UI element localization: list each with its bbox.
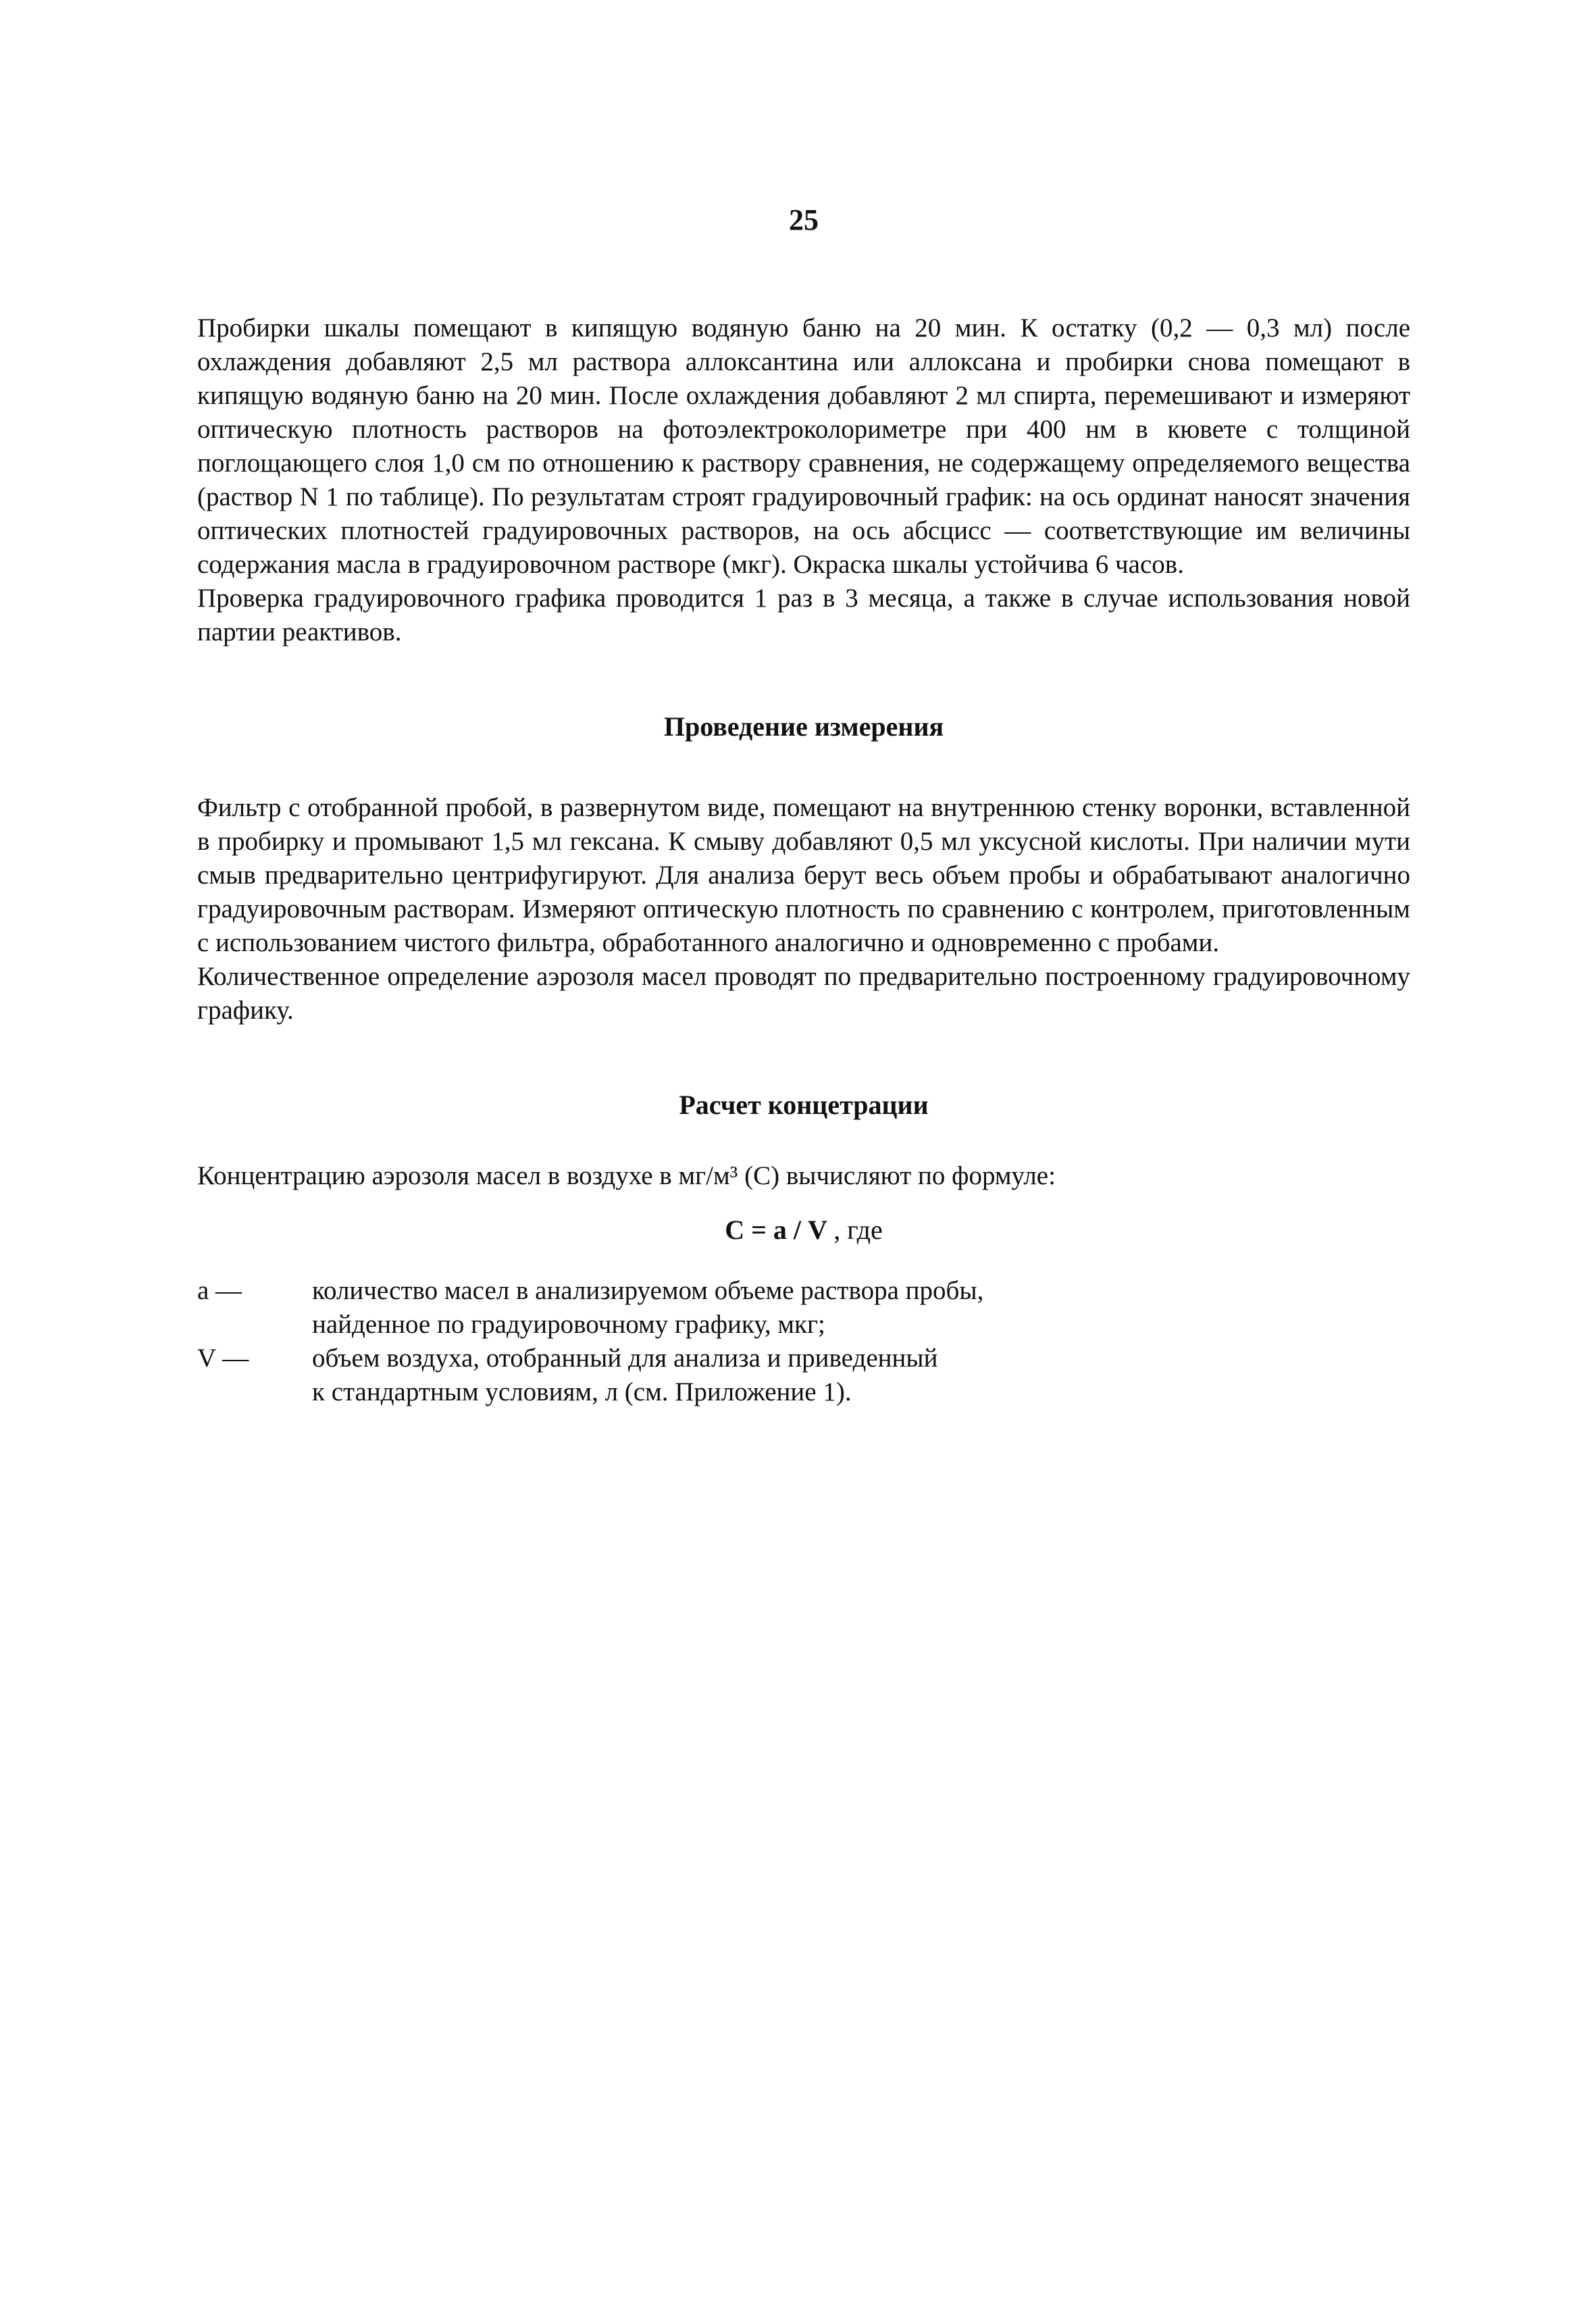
paragraph: Пробирки шкалы помещают в кипящую водяную баню на 20 мин. К остатку (0,2 — 0,3 мл) после охлаждения добавляют 2,5 мл раствора аллоксантина или аллоксана и пробирки снова помещают в кипящую водяную баню на 20 мин. После охлаждения добавляют 2 мл спирта, перемешивают и измеряют оптическую плотность растворов на фотоэлектроколориметре при 400 нм в кювете с толщиной поглощающего слоя 1,0 см по отношению к раствору сравнения, не содержащему определяемого вещества (раствор N 1 по таблице). По результатам строят градуировочный график: на ось ординат наносят значения оптических плотностей градуировочных растворов, на ось абсцисс — соответствующие им величины содержания масла в градуировочном растворе (мкг). Окраска шкалы устойчива 6 часов. [197, 313, 1410, 579]
formula-suffix: , где [833, 1215, 883, 1245]
definition-line: найденное по градуировочному графику, мкг; [312, 1310, 825, 1339]
formula-intro: Концентрацию аэрозоля масел в воздухе в мг/м³ (С) вычисляют по формуле: [197, 1161, 1056, 1190]
definitions-list [197, 1274, 1410, 1409]
definition-text [312, 1342, 1410, 1409]
definition-text [312, 1274, 1410, 1342]
section-heading-measurement: Проведение измерения [663, 711, 944, 742]
page-number: 25 [789, 203, 819, 236]
definition-line: к стандартным условиям, л (см. Приложение 1). [312, 1377, 852, 1406]
section-heading-calculation: Расчет концетрации [679, 1090, 929, 1120]
definition-line: объем воздуха, отобранный для анализа и приведенный [312, 1344, 938, 1373]
paragraph: Проверка градуировочного графика проводится 1 раз в 3 месяца, а также в случае использования новой партии реактивов. [197, 584, 1410, 646]
section-preparation [197, 311, 1410, 649]
paragraph: Количественное определение аэрозоля масел проводят по предварительно построенному градуировочному графику. [197, 962, 1410, 1025]
paragraph: Фильтр с отобранной пробой, в развернутом виде, помещают на внутреннюю стенку воронки, вставленной в пробирку и промывают 1,5 мл гексана. К смыву добавляют 0,5 мл уксусной кислоты. При наличии мути смыв предварительно центрифугируют. Для анализа берут весь объем пробы и обрабатывают аналогично градуировочным растворам. Измеряют оптическую плотность по сравнению с контролем, приготовленным с использованием чистого фильтра, обработанного аналогично и одновременно с пробами. [197, 793, 1410, 957]
definition-line: количество масел в анализируемом объеме раствора пробы, [312, 1276, 984, 1305]
section-measurement [197, 791, 1410, 1027]
formula-expression: С = а / V [725, 1215, 827, 1245]
section-calculation [197, 1159, 1410, 1409]
document-page [197, 203, 1410, 1409]
definition-item [197, 1342, 1410, 1409]
definition-term: а — [197, 1276, 242, 1305]
definition-term: V — [197, 1344, 249, 1373]
formula [197, 1213, 1410, 1247]
definition-item [197, 1274, 1410, 1342]
